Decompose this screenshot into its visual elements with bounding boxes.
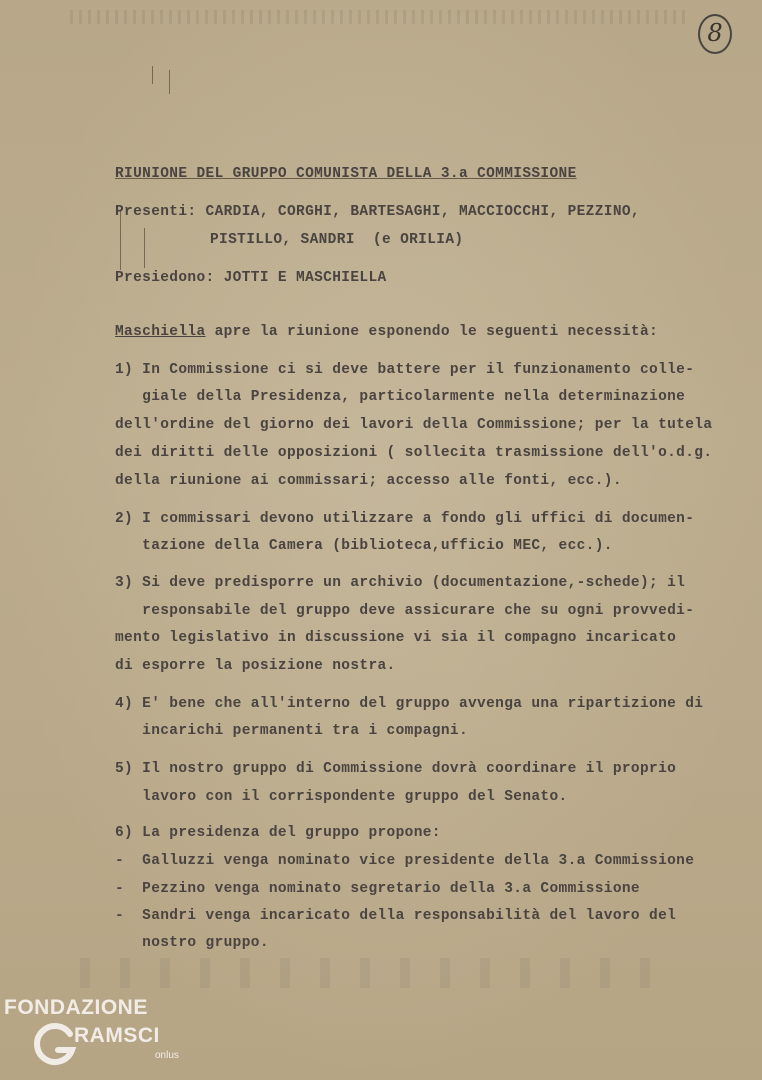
item-5-line-2: lavoro con il corrispondente gruppo del Senato. [115, 789, 568, 805]
item-1-line-5: della riunione ai commissari; accesso alle fonti, ecc.). [115, 473, 622, 489]
item-4-line-2: incarichi permanenti tra i compagni. [115, 723, 469, 739]
item-2-line-2: tazione della Camera (biblioteca,ufficio MEC, ecc.). [115, 538, 613, 554]
item-2-line-1: 2) I commissari devono utilizzare a fondo gli uffici di documen- [115, 511, 695, 527]
presenti-line-2: PISTILLO, SANDRI (e ORILIA) [210, 232, 464, 248]
item-1-line-1: 1) In Commissione ci si deve battere per il funzionamento colle- [115, 362, 695, 378]
item-1-line-4: dei diritti delle opposizioni ( sollecita trasmissione dell'o.d.g. [115, 445, 713, 461]
item-3-line-3: mento legislativo in discussione vi sia il compagno incaricato [115, 630, 677, 646]
logo-g-icon [32, 1022, 78, 1068]
pen-mark [152, 66, 153, 84]
page-number-circle: 8 [698, 14, 732, 54]
intro-line [115, 324, 658, 340]
item-6-line-2: - Galluzzi venga nominato vice presidente della 3.a Commissione [115, 853, 695, 869]
item-3-line-2: responsabile del gruppo deve assicurare che su ogni provvedi- [115, 603, 695, 619]
speaker-name: Maschiella [115, 324, 206, 340]
pen-mark [144, 228, 145, 268]
intro-text: apre la riunione esponendo le seguenti necessità: [205, 324, 659, 340]
item-1-line-3: dell'ordine del giorno dei lavori della Commissione; per la tutela [115, 417, 713, 433]
logo-text-top: FONDAZIONE [4, 996, 148, 1019]
pen-mark [169, 70, 170, 94]
bleed-through-artifact [80, 958, 680, 988]
logo-subtext: onlus [155, 1050, 179, 1061]
logo-text-bottom: RAMSCI [74, 1024, 160, 1047]
item-5-line-1: 5) Il nostro gruppo di Commissione dovrà coordinare il proprio [115, 761, 677, 777]
presiedono-line: Presiedono: JOTTI E MASCHIELLA [115, 270, 387, 286]
item-6-line-1: 6) La presidenza del gruppo propone: [115, 825, 441, 841]
document-title: RIUNIONE DEL GRUPPO COMUNISTA DELLA 3.a COMMISSIONE [115, 166, 577, 182]
item-3-line-1: 3) Si deve predisporre un archivio (documentazione,-schede); il [115, 575, 686, 591]
presenti-line-1: Presenti: CARDIA, CORGHI, BARTESAGHI, MACCIOCCHI, PEZZINO, [115, 204, 640, 220]
item-6-line-3: - Pezzino venga nominato segretario della 3.a Commissione [115, 881, 640, 897]
top-strip-artifact [70, 10, 690, 24]
item-4-line-1: 4) E' bene che all'interno del gruppo avvenga una ripartizione di [115, 696, 704, 712]
fondazione-gramsci-logo [4, 996, 194, 1076]
item-6-line-4: - Sandri venga incaricato della responsabilità del lavoro del [115, 908, 677, 924]
item-3-line-4: di esporre la posizione nostra. [115, 658, 396, 674]
item-1-line-2: giale della Presidenza, particolarmente nella determinazione [115, 389, 686, 405]
item-6-line-5: nostro gruppo. [115, 935, 269, 951]
